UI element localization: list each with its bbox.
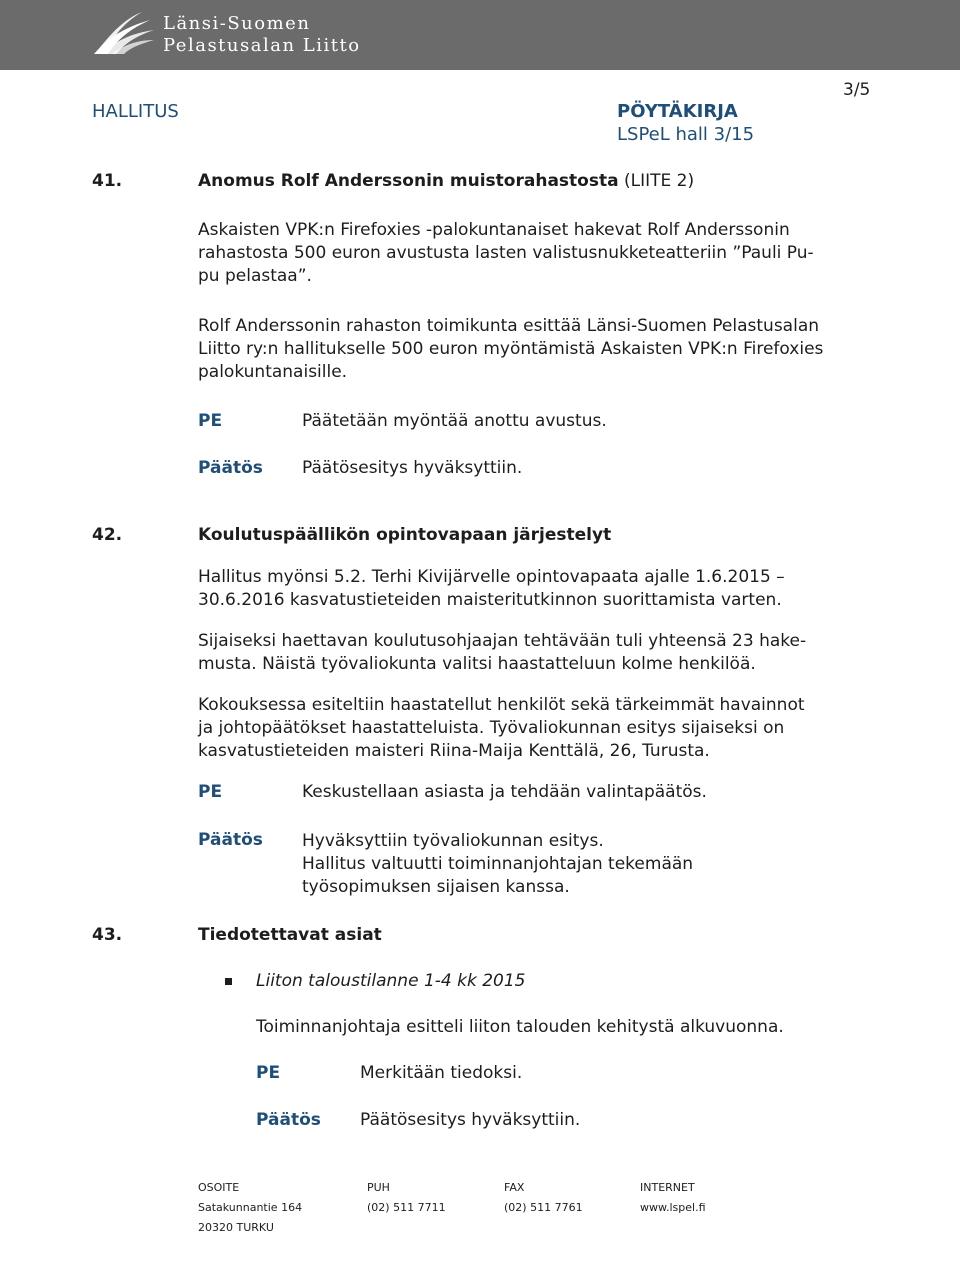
- info-item-title: Liiton taloustilanne 1-4 kk 2015: [256, 971, 526, 991]
- document-type: PÖYTÄKIRJA: [617, 101, 738, 122]
- section-42-paragraph-1: [198, 566, 868, 612]
- text-line: musta. Näistä työvaliokunta valitsi haastatteluun kolme henkilöä.: [198, 654, 756, 674]
- text-line: Hallitus valtuutti toiminnanjohtajan tekemään: [302, 854, 694, 874]
- section-41-pe-label: PE: [198, 411, 223, 431]
- section-41-paragraph-2: [198, 315, 868, 384]
- section-41-heading: [198, 171, 694, 191]
- text-line: Rolf Anderssonin rahaston toimikunta esittää Länsi-Suomen Pelastusalan: [198, 316, 820, 336]
- section-42-decision-value: [302, 830, 693, 899]
- section-42-decision-label: Päätös: [198, 830, 263, 850]
- section-41-title: Anomus Rolf Anderssonin muistorahastosta: [198, 171, 619, 191]
- section-43-decision-label: Päätös: [256, 1110, 321, 1130]
- text-line: Hallitus myönsi 5.2. Terhi Kivijärvelle opintovapaata ajalle 1.6.2015 –: [198, 567, 785, 587]
- footer-phone: (02) 511 7711: [367, 1201, 446, 1214]
- section-43-decision-value: Päätösesitys hyväksyttiin.: [360, 1110, 581, 1130]
- organization-name-line1: Länsi-Suomen: [163, 13, 311, 34]
- bullet-square-icon: [225, 978, 232, 985]
- section-41-paragraph-1: [198, 219, 868, 288]
- footer-fax: (02) 511 7761: [504, 1201, 583, 1214]
- text-line: kasvatustieteiden maisteri Riina-Maija Kenttälä, 26, Turusta.: [198, 741, 710, 761]
- header-bar: [0, 0, 960, 70]
- text-line: Liitto ry:n hallitukselle 500 euron myöntämistä Askaisten VPK:n Firefoxies: [198, 339, 824, 359]
- text-line: rahastosta 500 euron avustusta lasten valistusnukketeatteriin ”Pauli Pu-: [198, 243, 814, 263]
- meeting-reference: LSPeL hall 3/15: [617, 124, 755, 145]
- footer-phone-heading: PUH: [367, 1181, 390, 1194]
- section-42-pe-label: PE: [198, 782, 223, 802]
- text-line: työsopimuksen sijaisen kanssa.: [302, 877, 570, 897]
- text-line: pu pelastaa”.: [198, 266, 312, 286]
- text-line: Kokouksessa esiteltiin haastatellut henkilöt sekä tärkeimmät havainnot: [198, 695, 805, 715]
- organization-name-line2: Pelastusalan Liitto: [163, 35, 361, 56]
- section-42-paragraph-2: [198, 630, 868, 676]
- footer-website-link[interactable]: www.lspel.fi: [640, 1201, 706, 1214]
- info-item-text: Toiminnanjohtaja esitteli liiton talouden kehitystä alkuvuonna.: [256, 1017, 784, 1037]
- document-body-title: HALLITUS: [92, 101, 179, 122]
- section-42-pe-value: Keskustellaan asiasta ja tehdään valintapäätös.: [302, 782, 707, 802]
- section-41-pe-value: Päätetään myöntää anottu avustus.: [302, 411, 607, 431]
- text-line: palokuntanaisille.: [198, 362, 348, 382]
- section-42-number: 42.: [92, 525, 123, 545]
- footer-address-heading: OSOITE: [198, 1181, 240, 1194]
- section-42-paragraph-3: [198, 694, 868, 763]
- section-42-title: Koulutuspäällikön opintovapaan järjestelyt: [198, 525, 612, 545]
- section-41-title-suffix: (LIITE 2): [623, 171, 695, 191]
- footer-internet-heading: INTERNET: [640, 1181, 695, 1194]
- footer-fax-heading: FAX: [504, 1181, 525, 1194]
- text-line: 30.6.2016 kasvatustieteiden maisteritutkinnon suorittamista varten.: [198, 590, 782, 610]
- section-43-title: Tiedotettavat asiat: [198, 925, 382, 945]
- footer-city: 20320 TURKU: [198, 1221, 274, 1234]
- section-41-decision-label: Päätös: [198, 458, 263, 478]
- page-number: 3/5: [843, 80, 871, 100]
- text-line: Askaisten VPK:n Firefoxies -palokuntanaiset hakevat Rolf Anderssonin: [198, 220, 790, 240]
- section-41-decision-value: Päätösesitys hyväksyttiin.: [302, 458, 523, 478]
- text-line: Sijaiseksi haettavan koulutusohjaajan tehtävään tuli yhteensä 23 hake-: [198, 631, 807, 651]
- organization-logo-icon: [92, 10, 156, 56]
- section-43-pe-value: Merkitään tiedoksi.: [360, 1063, 523, 1083]
- section-43-number: 43.: [92, 925, 123, 945]
- text-line: Hyväksyttiin työvaliokunnan esitys.: [302, 831, 604, 851]
- section-43-pe-label: PE: [256, 1063, 281, 1083]
- section-41-number: 41.: [92, 171, 123, 191]
- footer-street: Satakunnantie 164: [198, 1201, 303, 1214]
- text-line: ja johtopäätökset haastatteluista. Työvaliokunnan esitys sijaiseksi on: [198, 718, 785, 738]
